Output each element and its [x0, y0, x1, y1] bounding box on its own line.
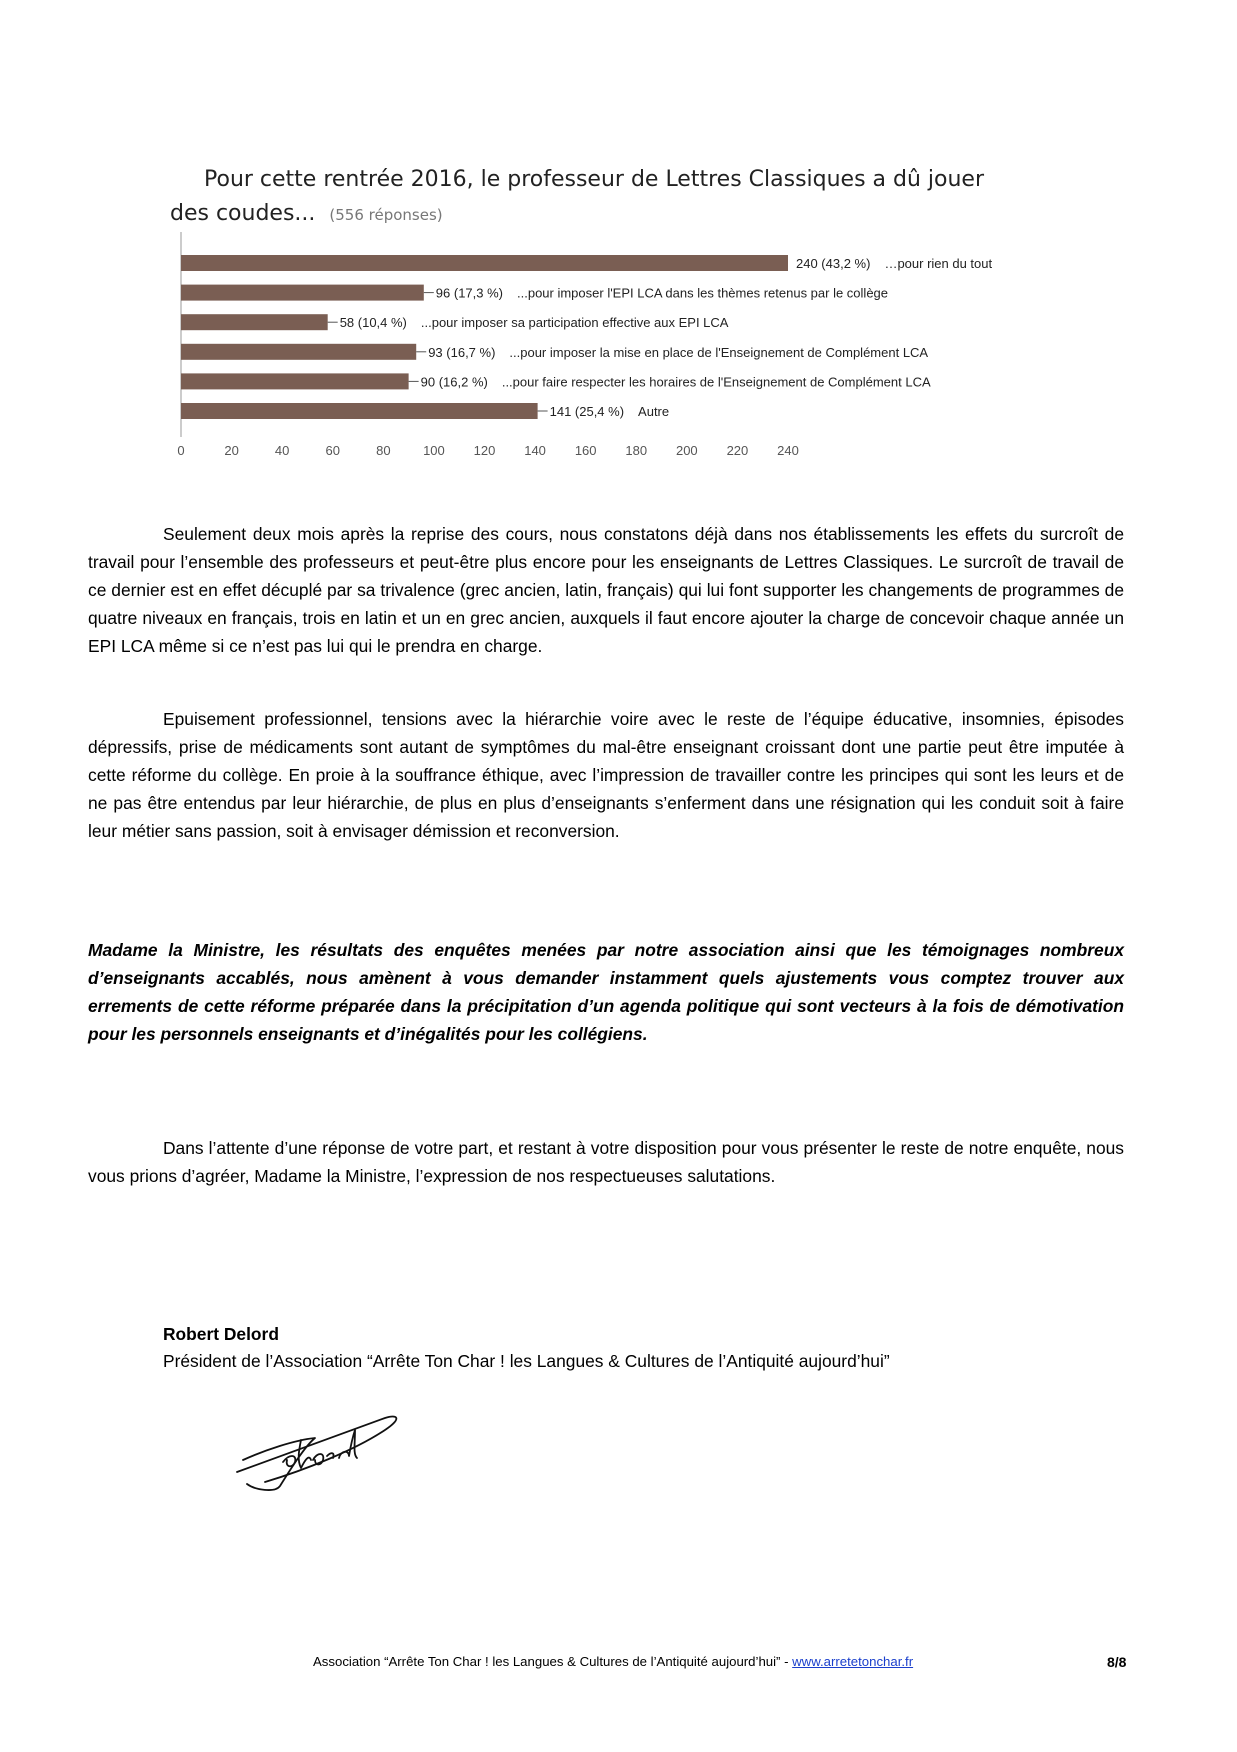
bar-value-label: 240 (43,2 %) [796, 256, 871, 271]
bar-category-label: ...pour faire respecter les horaires de l'Enseignement de Complément LCA [501, 374, 931, 390]
paragraph-closing: Dans l’attente d’une réponse de votre part, et restant à votre disposition pour vous présenter le reste de notre enquête, nous vous prions d’agréer, Madame la Ministre, l’expression de nos respectueuses salutations. [88, 1138, 1124, 1186]
bar-value-label: 141 (25,4 %) [549, 404, 625, 419]
x-tick-label: 40 [274, 443, 290, 458]
footer-text: Association “Arrête Ton Char ! les Langues & Cultures de l’Antiquité aujourd’hui” - [313, 1654, 793, 1669]
bar-chart [0, 0, 1237, 480]
paragraph-request: Madame la Ministre, les résultats des enquêtes menées par notre association ainsi que les témoignages nombreux d’enseignants accablés, nous amènent à vous demander instamment quels ajustements vous comptez trouver aux errements de cette réforme préparée dans la précipitation d’un agenda politique qui sont vecteurs à la fois de démotivation pour les personnels enseignants et d’inégalités pour les collégiens. [88, 940, 1124, 1044]
footer [313, 1654, 913, 1669]
x-tick-label: 200 [675, 443, 698, 458]
x-tick-label: 120 [473, 443, 496, 458]
handwritten-signature [235, 1410, 415, 1500]
signer-name: Robert Delord [163, 1324, 279, 1344]
bar-category-label: ...pour imposer l'EPI LCA dans les thèmes retenus par le collège [517, 285, 889, 301]
bar-category-label: Autre [638, 404, 670, 419]
x-tick-label: 0 [177, 443, 185, 458]
bar [181, 285, 424, 301]
x-tick-label: 80 [376, 443, 391, 458]
x-tick-label: 60 [325, 443, 340, 458]
bar-value-label: 96 (17,3 %) [435, 285, 504, 301]
x-tick-label: 240 [777, 443, 799, 458]
x-tick-label: 100 [423, 443, 445, 458]
bar-value-label: 90 (16,2 %) [420, 374, 488, 390]
bar-value-label: 58 (10,4 %) [339, 315, 407, 331]
x-tick-label: 20 [224, 443, 239, 458]
chart-responses-count: (556 réponses) [329, 206, 443, 224]
signer-title: Président de l’Association “Arrête Ton Char ! les Langues & Cultures de l’Antiquité aujourd’hui” [163, 1351, 890, 1371]
paragraph-2: Epuisement professionnel, tensions avec la hiérarchie voire avec le reste de l’équipe éducative, insomnies, épisodes dépressifs, prise de médicaments sont autant de symptômes du mal-être enseignant croissant dont une partie peut être imputée à cette réforme du collège. En proie à la souffrance éthique, avec l’impression de travailler contre les principes qui sont les leurs et de ne pas être entendus par leur hiérarchie, de plus en plus d’enseignants s’enferment dans une résignation qui les conduit soit à faire leur métier sans passion, soit à envisager démission et reconversion. [88, 709, 1124, 841]
x-tick-label: 180 [625, 443, 648, 458]
bar-category-label: ...pour imposer la mise en place de l'Enseignement de Complément LCA [509, 344, 929, 360]
chart-title-line1: Pour cette rentrée 2016, le professeur de Lettres Classiques a dû jouer [204, 167, 985, 192]
bar [181, 403, 538, 419]
bar [181, 255, 788, 271]
x-tick-label: 140 [524, 443, 546, 458]
bar-value-label: 93 (16,7 %) [428, 344, 496, 360]
bar [181, 373, 409, 389]
bar-category-label: …pour rien du tout [884, 256, 993, 271]
bar [181, 344, 416, 360]
page-number: 8/8 [1107, 1654, 1127, 1670]
x-tick-label: 160 [574, 443, 597, 458]
footer-link[interactable]: www.arretetonchar.fr [792, 1654, 914, 1669]
paragraph-1: Seulement deux mois après la reprise des cours, nous constatons déjà dans nos établissements les effets du surcroît de travail pour l’ensemble des professeurs et peut-être plus encore pour les enseignants de Lettres Classiques. Le surcroît de travail de ce dernier est en effet décuplé par sa trivalence (grec ancien, latin, français) qui lui font supporter les changements de programmes de quatre niveaux en français, trois en latin et un en grec ancien, auxquels il faut encore ajouter la charge de concevoir chaque année un EPI LCA même si ce n’est pas lui qui le prendra en charge. [88, 524, 1124, 656]
x-tick-label: 220 [726, 443, 749, 458]
bar [181, 314, 328, 330]
bar-category-label: ...pour imposer sa participation effective aux EPI LCA [420, 315, 729, 331]
chart-title-line2: des coudes... [170, 201, 316, 226]
